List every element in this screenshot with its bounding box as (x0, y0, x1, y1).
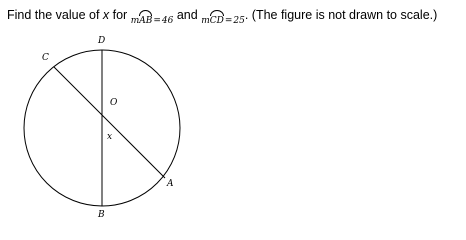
question-prefix: Find the value of (7, 8, 103, 22)
label-b: B (98, 210, 105, 220)
question-suffix: . (The figure is not drawn to scale.) (244, 8, 438, 22)
chord-ca (54, 67, 165, 178)
label-d: D (98, 36, 106, 46)
arc-ab-measure: mAB=46 (130, 16, 174, 26)
arc-cd-measure: mCD=25 (201, 16, 245, 26)
arc-cd-name: CD (209, 16, 224, 26)
label-a: A (167, 179, 174, 189)
question-for: for (109, 8, 131, 22)
question-variable: x (102, 8, 110, 22)
arc-cd-value: 25 (233, 16, 245, 26)
arc-ab-value: 46 (161, 16, 174, 26)
label-x: x (107, 132, 113, 142)
arc-ab-name: AB (139, 16, 153, 26)
label-c: C (42, 53, 49, 63)
label-o: O (110, 98, 118, 108)
question-and: and (173, 8, 202, 22)
